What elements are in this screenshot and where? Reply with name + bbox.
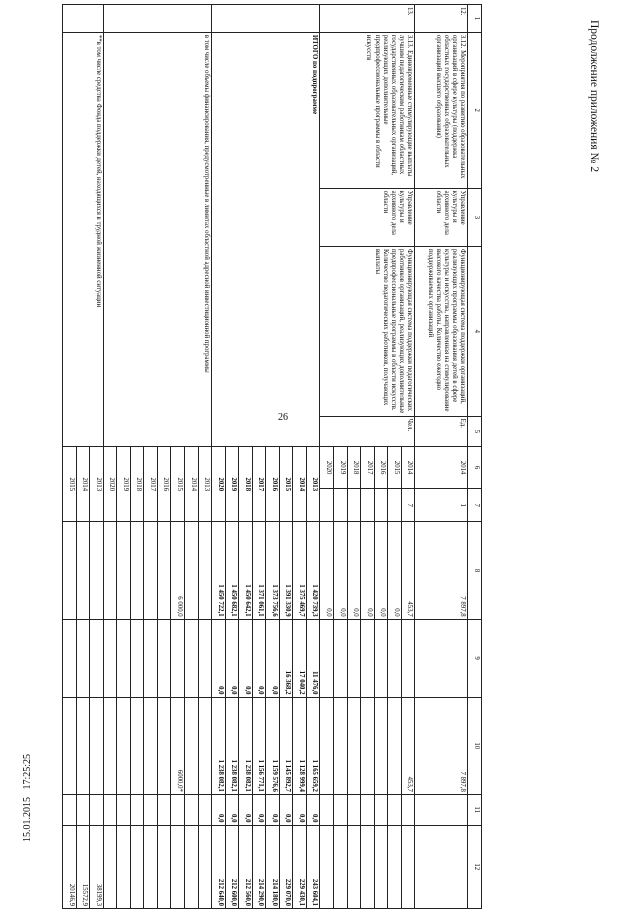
- header-row: [468, 5, 482, 909]
- other-funding: [144, 825, 158, 909]
- local-funding: [401, 794, 415, 825]
- column-number-header: 10: [468, 697, 482, 794]
- total-funding: [157, 522, 171, 619]
- column-number-header: 6: [468, 447, 482, 489]
- indicator-value: [374, 488, 388, 521]
- other-funding: [130, 825, 144, 909]
- column-number-header: 11: [468, 794, 482, 825]
- row-number: [63, 5, 104, 33]
- other-funding: 20146,9: [63, 825, 77, 909]
- total-funding: 0,0: [388, 522, 402, 619]
- year-cell: 2014: [415, 447, 468, 489]
- table-row: [415, 5, 468, 909]
- regional-funding: 1 159 576,6: [266, 697, 280, 794]
- federal-funding: [361, 619, 375, 697]
- indicator-value: 7: [401, 488, 415, 521]
- local-funding: [130, 794, 144, 825]
- total-funding: 1 450 682,1: [225, 522, 239, 619]
- federal-funding: 0,0: [239, 619, 253, 697]
- total-funding: [76, 522, 90, 619]
- year-cell: 2013: [306, 447, 320, 522]
- table-body: [63, 5, 482, 909]
- total-funding: [184, 522, 198, 619]
- other-funding: [334, 825, 348, 909]
- regional-funding: [334, 697, 348, 794]
- column-number-header: 12: [468, 825, 482, 909]
- year-cell: 2015: [279, 447, 293, 522]
- invest-row: [198, 5, 212, 909]
- total-funding: [63, 522, 77, 619]
- local-funding: [157, 794, 171, 825]
- regional-funding: [103, 697, 117, 794]
- year-cell: 2015: [171, 447, 185, 522]
- row-number: [212, 5, 320, 33]
- indicator-value: [320, 488, 334, 521]
- year-cell: 2019: [334, 447, 348, 489]
- total-funding: 1 420 739,3: [306, 522, 320, 619]
- total-funding: 453,7: [401, 522, 415, 619]
- local-funding: 0,0: [212, 794, 226, 825]
- regional-funding: 7 897,8: [415, 697, 468, 794]
- federal-funding: [76, 619, 90, 697]
- regional-funding: [388, 697, 402, 794]
- local-funding: [320, 794, 334, 825]
- column-number-header: 7: [468, 488, 482, 521]
- year-cell: 2016: [266, 447, 280, 522]
- indicator-value: [334, 488, 348, 521]
- regional-funding: 1 145 892,7: [279, 697, 293, 794]
- year-cell: 2015: [388, 447, 402, 489]
- total-funding: 0,0: [347, 522, 361, 619]
- local-funding: [361, 794, 375, 825]
- local-funding: [374, 794, 388, 825]
- other-funding: [361, 825, 375, 909]
- table-row: [401, 5, 415, 909]
- other-funding: [320, 825, 334, 909]
- column-number-header: 2: [468, 32, 482, 188]
- unit-cell: Ед.: [415, 416, 468, 447]
- total-funding: 1 450 642,1: [239, 522, 253, 619]
- federal-funding: [103, 619, 117, 697]
- other-funding: 214 290,0: [252, 825, 266, 909]
- indicator-cell: Функционирующая система поддержки педагогических работников организаций, реализующих дополнительные предпрофессиональные программы в области искусств. Количество педагогических работников, получающих выплаты: [320, 246, 415, 416]
- federal-funding: [90, 619, 104, 697]
- federal-funding: 0,0: [225, 619, 239, 697]
- year-cell: 2014: [184, 447, 198, 522]
- other-funding: 212 560,0: [239, 825, 253, 909]
- local-funding: 0,0: [293, 794, 307, 825]
- other-funding: 15572,9: [76, 825, 90, 909]
- indicator-value: [388, 488, 402, 521]
- local-funding: [415, 794, 468, 825]
- invest-label: в том числе объемы финансирования, предусмотренные в лимитах областной адресной инвестиционной программы: [103, 32, 211, 446]
- federal-funding: [130, 619, 144, 697]
- regional-funding: [347, 697, 361, 794]
- year-cell: 2018: [347, 447, 361, 489]
- year-cell: 2019: [225, 447, 239, 522]
- year-cell: 2019: [117, 447, 131, 522]
- federal-funding: [415, 619, 468, 697]
- total-label: ИТОГО по подпрограмме: [212, 32, 320, 446]
- year-cell: 2020: [103, 447, 117, 522]
- column-number-header: 3: [468, 188, 482, 246]
- total-funding: [117, 522, 131, 619]
- regional-funding: [144, 697, 158, 794]
- other-funding: 212 640,0: [212, 825, 226, 909]
- local-funding: [144, 794, 158, 825]
- federal-funding: 0,0: [266, 619, 280, 697]
- local-funding: [90, 794, 104, 825]
- column-number-header: 4: [468, 246, 482, 416]
- indicator-value: 1: [415, 488, 468, 521]
- regional-funding: 1 165 659,2: [306, 697, 320, 794]
- other-funding: 38199,3: [90, 825, 104, 909]
- regional-funding: 1 128 999,4: [293, 697, 307, 794]
- regional-funding: 1 156 771,1: [252, 697, 266, 794]
- other-funding: [184, 825, 198, 909]
- footer-time: 17:25:25: [22, 753, 33, 790]
- local-funding: [63, 794, 77, 825]
- regional-funding: 1 238 082,1: [212, 697, 226, 794]
- total-funding: [198, 522, 212, 619]
- total-funding: 1 371 061,1: [252, 522, 266, 619]
- other-funding: 214 180,0: [266, 825, 280, 909]
- other-funding: [157, 825, 171, 909]
- indicator-value: [361, 488, 375, 521]
- indicator-cell: Функционирующая система поддержки организаций, реализующих программы образования детей в сфере культуры и искусства, направленная на стимулирование высокого качества работы. Количество ежегодно поддерживаемых организаций: [415, 246, 468, 416]
- year-cell: 2013: [198, 447, 212, 522]
- regional-funding: [184, 697, 198, 794]
- local-funding: [347, 794, 361, 825]
- year-cell: 2016: [157, 447, 171, 522]
- total-funding: [144, 522, 158, 619]
- total-funding: 0,0: [334, 522, 348, 619]
- other-funding: [171, 825, 185, 909]
- federal-funding: 0,0: [212, 619, 226, 697]
- total-funding: [90, 522, 104, 619]
- regional-funding: 1 238 082,1: [225, 697, 239, 794]
- activity-name: 3.13. Единовременные стимулирующие выплаты лучшим педагогическим работникам областных государственных образовательных организаций, реализующих дополнительные предпрофессиональные программы в области искусств: [320, 32, 415, 188]
- regional-funding: [374, 697, 388, 794]
- federal-funding: [198, 619, 212, 697]
- federal-funding: [171, 619, 185, 697]
- regional-funding: [90, 697, 104, 794]
- executor-cell: Управление культуры и архивного дела области: [415, 188, 468, 246]
- local-funding: 0,0: [279, 794, 293, 825]
- other-funding: [347, 825, 361, 909]
- regional-funding: [198, 697, 212, 794]
- year-cell: 2017: [144, 447, 158, 522]
- regional-funding: [76, 697, 90, 794]
- regional-funding: 6000,0*: [171, 697, 185, 794]
- local-funding: [76, 794, 90, 825]
- total-funding: 1 373 756,6: [266, 522, 280, 619]
- regional-funding: 453,7: [401, 697, 415, 794]
- local-funding: 0,0: [239, 794, 253, 825]
- local-funding: [171, 794, 185, 825]
- page-header: Продолжение приложения № 2: [588, 20, 600, 173]
- other-funding: [388, 825, 402, 909]
- other-funding: [103, 825, 117, 909]
- footer-date: 15.01.2015: [22, 797, 33, 842]
- total-funding: 6 000,0: [171, 522, 185, 619]
- fund-label: **в том числе средства Фонда поддержки детей, находящихся в трудной жизненной ситуации: [63, 32, 104, 446]
- federal-funding: 11 476,0: [306, 619, 320, 697]
- other-funding: 212 600,0: [225, 825, 239, 909]
- fund-row: [90, 5, 104, 909]
- other-funding: 229 430,1: [293, 825, 307, 909]
- indicator-value: [347, 488, 361, 521]
- total-funding: 1 450 722,1: [212, 522, 226, 619]
- other-funding: 243 604,1: [306, 825, 320, 909]
- program-table: [62, 4, 482, 909]
- total-row: [306, 5, 320, 909]
- local-funding: 0,0: [306, 794, 320, 825]
- row-number: 12.: [415, 5, 468, 33]
- local-funding: [388, 794, 402, 825]
- total-funding: 1 391 330,9: [279, 522, 293, 619]
- total-funding: 0,0: [374, 522, 388, 619]
- local-funding: 0,0: [252, 794, 266, 825]
- federal-funding: [63, 619, 77, 697]
- regional-funding: [361, 697, 375, 794]
- executor-cell: Управление культуры и архивного дела области: [320, 188, 415, 246]
- other-funding: 229 070,0: [279, 825, 293, 909]
- year-cell: 2020: [212, 447, 226, 522]
- year-cell: 2018: [239, 447, 253, 522]
- regional-funding: [320, 697, 334, 794]
- local-funding: [184, 794, 198, 825]
- unit-cell: Чел.: [320, 416, 415, 447]
- activity-name: 3.12. Мероприятия по развитию образовательных организаций в сфере культуры (поддержка областных государственных образовательных организаций высшего образования): [415, 32, 468, 188]
- column-number-header: 9: [468, 619, 482, 697]
- year-cell: 2015: [63, 447, 77, 522]
- federal-funding: 16 368,2: [279, 619, 293, 697]
- row-number: 13.: [320, 5, 415, 33]
- federal-funding: 17 040,2: [293, 619, 307, 697]
- federal-funding: [401, 619, 415, 697]
- column-number-header: 5: [468, 416, 482, 447]
- page-number: 26: [278, 412, 288, 423]
- total-funding: [103, 522, 117, 619]
- total-funding: 1 375 469,7: [293, 522, 307, 619]
- column-number-header: 8: [468, 522, 482, 619]
- program-table-container: [62, 4, 482, 909]
- footer-timestamp: [22, 754, 33, 842]
- federal-funding: [117, 619, 131, 697]
- regional-funding: [117, 697, 131, 794]
- total-funding: [130, 522, 144, 619]
- other-funding: [117, 825, 131, 909]
- year-cell: 2018: [130, 447, 144, 522]
- total-funding: 7 897,8: [415, 522, 468, 619]
- column-number-header: 1: [468, 5, 482, 33]
- local-funding: [117, 794, 131, 825]
- regional-funding: [157, 697, 171, 794]
- other-funding: [198, 825, 212, 909]
- year-cell: 2013: [90, 447, 104, 522]
- other-funding: [374, 825, 388, 909]
- year-cell: 2014: [76, 447, 90, 522]
- federal-funding: [320, 619, 334, 697]
- federal-funding: [374, 619, 388, 697]
- other-funding: [415, 825, 468, 909]
- federal-funding: [388, 619, 402, 697]
- local-funding: [198, 794, 212, 825]
- federal-funding: [144, 619, 158, 697]
- federal-funding: [334, 619, 348, 697]
- year-cell: 2016: [374, 447, 388, 489]
- regional-funding: 1 238 082,1: [239, 697, 253, 794]
- row-number: [103, 5, 211, 33]
- local-funding: [334, 794, 348, 825]
- local-funding: 0,0: [266, 794, 280, 825]
- local-funding: 0,0: [225, 794, 239, 825]
- year-cell: 2017: [361, 447, 375, 489]
- year-cell: 2020: [320, 447, 334, 489]
- federal-funding: [347, 619, 361, 697]
- federal-funding: [184, 619, 198, 697]
- year-cell: 2017: [252, 447, 266, 522]
- year-cell: 2014: [401, 447, 415, 489]
- regional-funding: [63, 697, 77, 794]
- federal-funding: 0,0: [252, 619, 266, 697]
- total-funding: 0,0: [320, 522, 334, 619]
- other-funding: [401, 825, 415, 909]
- federal-funding: [157, 619, 171, 697]
- local-funding: [103, 794, 117, 825]
- total-funding: 0,0: [361, 522, 375, 619]
- year-cell: 2014: [293, 447, 307, 522]
- regional-funding: [130, 697, 144, 794]
